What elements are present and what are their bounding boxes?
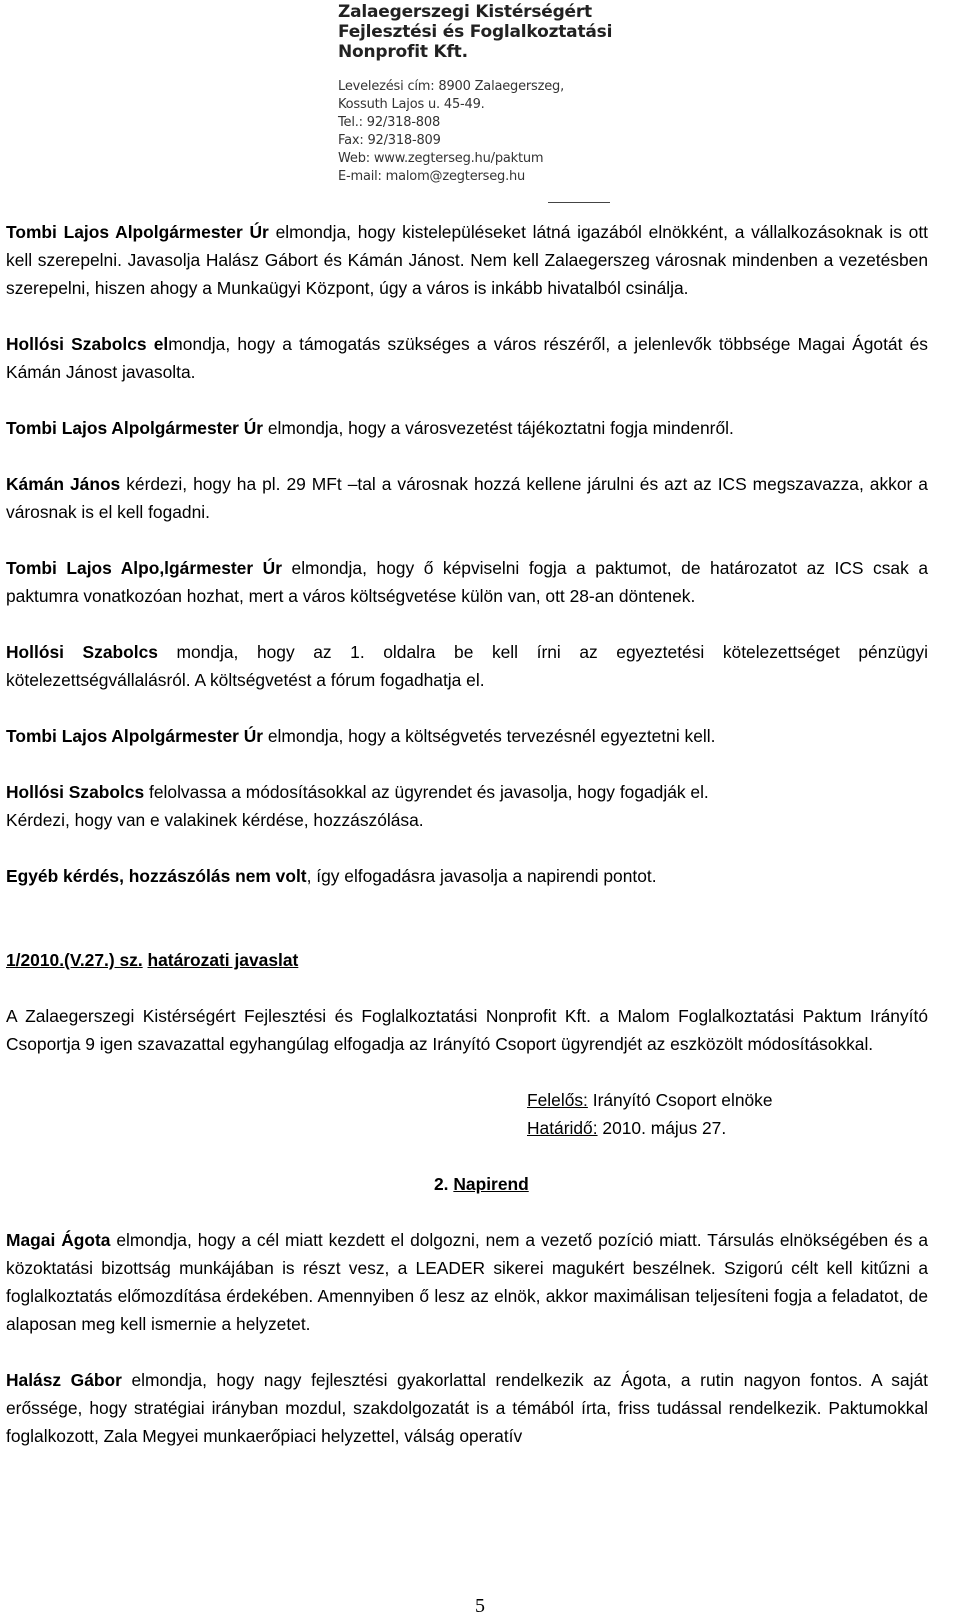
paragraph-text: kérdezi, hogy ha pl. 29 MFt –tal a városnak hozzá kellene járulni és azt az ICS megszavazza, akkor a városnak is el kell fogadni. xyxy=(6,474,928,522)
responsible-row xyxy=(527,1086,928,1114)
responsible-label: Felelős: xyxy=(527,1090,588,1110)
deadline-row xyxy=(527,1114,928,1142)
speaker-name: Hollósi Szabolcs xyxy=(6,782,145,802)
org-name-line-1: Zalaegerszegi Kistérségért xyxy=(338,2,592,22)
deadline-value: 2010. május 27. xyxy=(597,1118,727,1138)
paragraph-8 xyxy=(6,778,928,806)
paragraph-9 xyxy=(6,862,928,890)
spacer xyxy=(6,918,928,946)
paragraph-8-line-2: Kérdezi, hogy van e valakinek kérdése, hozzászólása. xyxy=(6,810,424,830)
paragraph-4 xyxy=(6,470,928,526)
speaker-name: Magai Ágota xyxy=(6,1230,111,1250)
deadline-label: Határidő: xyxy=(527,1118,598,1138)
responsible-value: Irányító Csoport elnöke xyxy=(587,1090,773,1110)
paragraph-text: elmondja, hogy a költségvetés tervezésnél egyeztetni kell. xyxy=(263,726,716,746)
paragraph-text: elmondja, hogy a városvezetést tájékoztatni fogja mindenről. xyxy=(263,418,734,438)
contact-address: Levelezési cím: 8900 Zalaegerszeg, xyxy=(338,79,565,94)
contact-block xyxy=(338,78,638,186)
speaker-name: Hollósi Szabolcs xyxy=(6,642,158,662)
agenda-number: 2. xyxy=(434,1174,449,1194)
paragraph-text: felolvassa a módosításokkal az ügyrendet és javasolja, hogy fogadják el. xyxy=(144,782,709,802)
org-name-line-2: Fejlesztési és Foglalkoztatási xyxy=(338,22,613,42)
contact-email: E-mail: malom@zegterseg.hu xyxy=(338,169,526,184)
paragraph-text: elmondja, hogy ő képviselni fogja a paktumot, de határozatot az ICS csak a paktumra vonatkozóan hozhat, mert a város költségvetése külön van, ott 28-an döntenek. xyxy=(6,558,928,606)
org-name-line-3: Nonprofit Kft. xyxy=(338,42,468,62)
contact-phone: Tel.: 92/318-808 xyxy=(338,115,441,130)
paragraph-text: mondja, hogy az 1. oldalra be kell írni az egyeztetési kötelezettséget pénzügyi kötelezettségvállalásról. A költségvetést a fórum fogadhatja el. xyxy=(6,642,928,690)
speaker-name: Tombi Lajos Alpolgármester Úr xyxy=(6,418,264,438)
resolution-number: 1/2010.(V.27.) sz. xyxy=(6,950,143,970)
resolution-label: határozati javaslat xyxy=(147,950,299,970)
speaker-name: Tombi Lajos Alpolgármester Úr xyxy=(6,726,264,746)
speaker-name: Hollósi Szabolcs el xyxy=(6,334,169,354)
paragraph-text: elmondja, hogy kistelepüléseket látná igazából elnökként, a vállalkozásoknak is ott kell szerepelni. Javasolja Halász Gábort és Kámán Jánost. Nem kell Zalaegerszeg városnak mindenben a vezetésben szerepelni, hiszen ahogy a Munkaügyi Központ, úgy a város is inkább hivatalból csinálja. xyxy=(6,222,928,298)
closing-remark-bold: Egyéb kérdés, hozzászólás nem volt xyxy=(6,866,307,886)
paragraph-3 xyxy=(6,414,928,442)
contact-street: Kossuth Lajos u. 45-49. xyxy=(338,97,485,112)
speaker-name: Tombi Lajos Alpolgármester Úr xyxy=(6,222,269,242)
paragraph-1 xyxy=(6,218,928,302)
contact-fax: Fax: 92/318-809 xyxy=(338,133,441,148)
speaker-name: Kámán János xyxy=(6,474,121,494)
responsibility-block xyxy=(527,1086,928,1142)
agenda-title: Napirend xyxy=(453,1174,529,1194)
paragraph-text: mondja, hogy a támogatás szükséges a város részéről, a jelenlevők többsége Magai Ágotát és Kámán Jánost javasolta. xyxy=(6,334,928,382)
page-number: 5 xyxy=(475,1595,485,1617)
paragraph-11 xyxy=(6,1366,928,1450)
paragraph-text: elmondja, hogy nagy fejlesztési gyakorlattal rendelkezik az Ágota, a rutin nagyon fontos. A saját erőssége, hogy stratégiai irányban mozdul, szakdolgozatát is a témából írta, friss tudással rendelkezik. Paktumokkal foglalkozott, Zala Megyei munkaerőpiaci helyzettel, válság operatív xyxy=(6,1370,928,1446)
speaker-name: Tombi Lajos Alpo,lgármester Úr xyxy=(6,558,282,578)
paragraph-text: , így elfogadásra javasolja a napirendi pontot. xyxy=(306,866,657,886)
paragraph-5 xyxy=(6,554,928,610)
letterhead xyxy=(338,0,638,186)
speaker-name: Halász Gábor xyxy=(6,1370,122,1390)
paragraph-text: elmondja, hogy a cél miatt kezdett el dolgozni, nem a vezető pozíció miatt. Társulás elnökségében és a közoktatási bizottság munkájában is részt vesz, a LEADER sikerei magukért beszélnek. Szigorú célt kell kitűzni a foglalkoztatás előmozdítása érdekében. Amennyiben ő lesz az elnök, akkor maximálisan teljesíteni fogja a feladatot, de alaposan meg kell ismernie a helyzetet. xyxy=(6,1230,928,1334)
agenda-heading xyxy=(6,1170,928,1198)
document-body xyxy=(6,218,928,1478)
paragraph-10 xyxy=(6,1226,928,1338)
paragraph-2 xyxy=(6,330,928,386)
contact-web: Web: www.zegterseg.hu/paktum xyxy=(338,151,544,166)
resolution-text: A Zalaegerszegi Kistérségért Fejlesztési és Foglalkoztatási Nonprofit Kft. a Malom Foglalkoztatási Paktum Irányító Csoportja 9 igen szavazattal egyhangúlag elfogadja az Irányító Csoport ügyrendjét az eszközölt módosításokkal. xyxy=(6,1006,928,1054)
paragraph-7 xyxy=(6,722,928,750)
resolution-heading xyxy=(6,946,928,974)
paragraph-6 xyxy=(6,638,928,694)
letterhead-rule xyxy=(548,202,610,203)
